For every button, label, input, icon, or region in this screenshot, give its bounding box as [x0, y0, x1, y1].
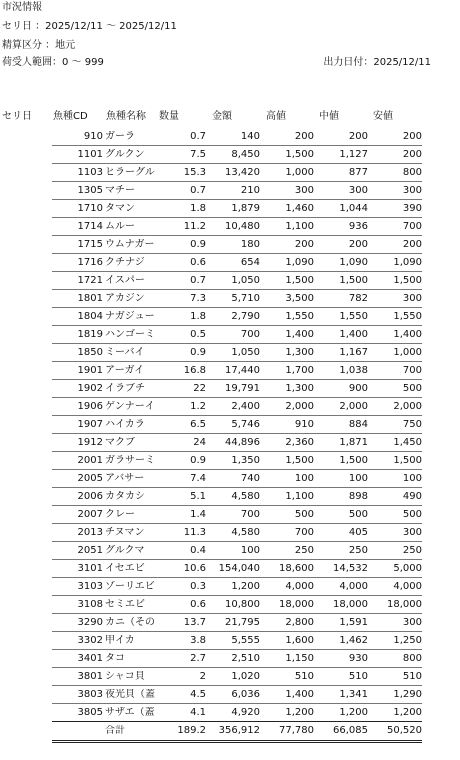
low-price-cell: 300	[402, 527, 422, 538]
mid-price-cell: 1,591	[339, 617, 368, 628]
fish-name-cell: カニ（その	[105, 617, 155, 628]
amount-cell: 1,020	[231, 671, 260, 682]
table-row	[0, 560, 460, 578]
fish-name-cell: マチー	[105, 185, 135, 196]
qty-cell: 0.9	[190, 347, 206, 358]
high-price-cell: 1,000	[285, 167, 314, 178]
table-row	[0, 596, 460, 614]
low-price-cell: 750	[402, 419, 422, 430]
table-row	[0, 470, 460, 488]
qty-cell: 4.1	[190, 707, 206, 718]
low-price-cell: 200	[402, 239, 422, 250]
low-price-cell: 1,500	[393, 455, 422, 466]
mid-price-cell: 18,000	[333, 599, 368, 610]
qty-cell: 0.6	[190, 257, 206, 268]
fish-name-cell: 甲イカ	[105, 635, 135, 646]
total-label: 合計	[105, 725, 125, 736]
high-price-cell: 1,150	[285, 653, 314, 664]
fish-cd-cell: 3103	[77, 581, 103, 592]
high-price-cell: 2,360	[285, 437, 314, 448]
table-row	[0, 632, 460, 650]
qty-cell: 1.4	[190, 509, 206, 520]
low-price-cell: 1,400	[393, 329, 422, 340]
mid-price-cell: 250	[348, 545, 368, 556]
fish-name-cell: ガラサーミ	[105, 455, 155, 466]
table-row	[0, 128, 460, 146]
amount-cell: 180	[240, 239, 260, 250]
low-price-cell: 4,000	[393, 581, 422, 592]
amount-cell: 4,580	[231, 527, 260, 538]
high-price-cell: 1,460	[285, 203, 314, 214]
fish-name-cell: セミエビ	[105, 599, 145, 610]
fish-name-cell: グルクン	[105, 149, 145, 160]
high-price-cell: 1,400	[285, 329, 314, 340]
table-row	[0, 326, 460, 344]
mid-price-cell: 1,038	[339, 365, 368, 376]
high-price-cell: 1,500	[285, 149, 314, 160]
market-table	[0, 128, 460, 740]
fish-cd-cell: 2013	[77, 527, 103, 538]
table-row	[0, 308, 460, 326]
amount-cell: 10,480	[225, 221, 260, 232]
fish-name-cell: ミーバイ	[105, 347, 145, 358]
low-price-cell: 390	[402, 203, 422, 214]
amount-cell: 140	[240, 131, 260, 142]
high-price-cell: 1,090	[285, 257, 314, 268]
amount-cell: 1,050	[231, 275, 260, 286]
table-row	[0, 416, 460, 434]
table-row	[0, 218, 460, 236]
mid-price-cell: 936	[348, 221, 368, 232]
fish-cd-cell: 910	[83, 131, 103, 142]
header-high: 高値	[266, 111, 286, 122]
mid-price-cell: 1,167	[339, 347, 368, 358]
mid-price-cell: 1,200	[339, 707, 368, 718]
low-price-cell: 1,550	[393, 311, 422, 322]
consignee-range: 荷受人範囲：0 ～ 999	[2, 57, 104, 68]
amount-cell: 13,420	[225, 167, 260, 178]
fish-name-cell: ムルー	[105, 221, 135, 232]
high-price-cell: 1,400	[285, 689, 314, 700]
fish-cd-cell: 1902	[77, 383, 103, 394]
high-price-cell: 1,100	[285, 221, 314, 232]
fish-cd-cell: 1912	[77, 437, 103, 448]
mid-price-cell: 4,000	[339, 581, 368, 592]
table-row	[0, 524, 460, 542]
high-price-cell: 1,500	[285, 275, 314, 286]
low-price-cell: 250	[402, 545, 422, 556]
mid-price-cell: 1,462	[339, 635, 368, 646]
header-low: 安値	[373, 111, 393, 122]
low-price-cell: 300	[402, 293, 422, 304]
fish-cd-cell: 1715	[77, 239, 103, 250]
header-fish-name: 魚種名称	[106, 111, 146, 122]
low-price-cell: 300	[402, 185, 422, 196]
fish-name-cell: タマン	[105, 203, 135, 214]
fish-cd-cell: 3290	[77, 617, 103, 628]
mid-price-cell: 14,532	[333, 563, 368, 574]
low-price-cell: 100	[402, 473, 422, 484]
header-mid: 中値	[319, 111, 339, 122]
table-row	[0, 452, 460, 470]
high-price-cell: 1,700	[285, 365, 314, 376]
table-row	[0, 362, 460, 380]
mid-price-cell: 1,044	[339, 203, 368, 214]
settlement-category: 精算区分 ：地元	[2, 40, 76, 51]
high-price-cell: 250	[294, 545, 314, 556]
mid-price-cell: 1,871	[339, 437, 368, 448]
amount-cell: 8,450	[231, 149, 260, 160]
fish-cd-cell: 2001	[77, 455, 103, 466]
high-price-cell: 500	[294, 509, 314, 520]
mid-price-cell: 1,341	[339, 689, 368, 700]
fish-name-cell: ハイカラ	[105, 419, 145, 430]
qty-cell: 24	[193, 437, 206, 448]
table-row	[0, 200, 460, 218]
table-row	[0, 164, 460, 182]
fish-name-cell: アバサー	[105, 473, 145, 484]
total-qty: 189.2	[177, 725, 206, 736]
mid-price-cell: 1,090	[339, 257, 368, 268]
low-price-cell: 1,450	[393, 437, 422, 448]
table-row	[0, 542, 460, 560]
table-row	[0, 146, 460, 164]
low-price-cell: 200	[402, 131, 422, 142]
mid-price-cell: 930	[348, 653, 368, 664]
high-price-cell: 1,100	[285, 491, 314, 502]
total-amount: 356,912	[218, 725, 260, 736]
qty-cell: 6.5	[190, 419, 206, 430]
high-price-cell: 2,000	[285, 401, 314, 412]
amount-cell: 2,400	[231, 401, 260, 412]
high-price-cell: 910	[294, 419, 314, 430]
low-price-cell: 700	[402, 365, 422, 376]
fish-cd-cell: 1801	[77, 293, 103, 304]
amount-cell: 1,879	[231, 203, 260, 214]
qty-cell: 2	[199, 671, 206, 682]
qty-cell: 15.3	[183, 167, 206, 178]
high-price-cell: 510	[294, 671, 314, 682]
header-qty: 数量	[159, 111, 179, 122]
high-price-cell: 1,550	[285, 311, 314, 322]
fish-cd-cell: 1901	[77, 365, 103, 376]
amount-cell: 44,896	[225, 437, 260, 448]
high-price-cell: 1,600	[285, 635, 314, 646]
low-price-cell: 490	[402, 491, 422, 502]
table-row	[0, 380, 460, 398]
mid-price-cell: 877	[348, 167, 368, 178]
mid-price-cell: 1,400	[339, 329, 368, 340]
fish-name-cell: ウムナガー	[105, 239, 155, 250]
amount-cell: 700	[240, 329, 260, 340]
low-price-cell: 1,200	[393, 707, 422, 718]
low-price-cell: 1,500	[393, 275, 422, 286]
fish-name-cell: クチナジ	[105, 257, 145, 268]
table-row	[0, 506, 460, 524]
high-price-cell: 18,600	[279, 563, 314, 574]
fish-name-cell: グルクマ	[105, 545, 145, 556]
high-price-cell: 700	[294, 527, 314, 538]
high-price-cell: 300	[294, 185, 314, 196]
qty-cell: 0.3	[190, 581, 206, 592]
mid-price-cell: 1,500	[339, 455, 368, 466]
table-row	[0, 650, 460, 668]
header-amount: 金額	[212, 111, 232, 122]
amount-cell: 1,350	[231, 455, 260, 466]
fish-cd-cell: 3108	[77, 599, 103, 610]
high-price-cell: 4,000	[285, 581, 314, 592]
total-low: 50,520	[387, 725, 422, 736]
low-price-cell: 5,000	[393, 563, 422, 574]
mid-price-cell: 1,550	[339, 311, 368, 322]
mid-price-cell: 884	[348, 419, 368, 430]
header-seri-day: セリ日	[2, 111, 32, 122]
table-row	[0, 686, 460, 704]
qty-cell: 3.8	[190, 635, 206, 646]
high-price-cell: 200	[294, 239, 314, 250]
table-row	[0, 668, 460, 686]
qty-cell: 1.8	[190, 203, 206, 214]
amount-cell: 1,200	[231, 581, 260, 592]
qty-cell: 5.1	[190, 491, 206, 502]
amount-cell: 6,036	[231, 689, 260, 700]
fish-cd-cell: 1804	[77, 311, 103, 322]
amount-cell: 17,440	[225, 365, 260, 376]
fish-cd-cell: 2051	[77, 545, 103, 556]
high-price-cell: 1,500	[285, 455, 314, 466]
qty-cell: 0.5	[190, 329, 206, 340]
table-row	[0, 344, 460, 362]
qty-cell: 7.4	[190, 473, 206, 484]
high-price-cell: 3,500	[285, 293, 314, 304]
mid-price-cell: 300	[348, 185, 368, 196]
fish-cd-cell: 2007	[77, 509, 103, 520]
amount-cell: 2,790	[231, 311, 260, 322]
high-price-cell: 200	[294, 131, 314, 142]
fish-name-cell: ゾーリエビ	[105, 581, 155, 592]
qty-cell: 0.4	[190, 545, 206, 556]
amount-cell: 210	[240, 185, 260, 196]
fish-name-cell: サザエ（蓋	[105, 707, 155, 718]
qty-cell: 22	[193, 383, 206, 394]
fish-cd-cell: 1103	[77, 167, 103, 178]
table-row	[0, 398, 460, 416]
low-price-cell: 2,000	[393, 401, 422, 412]
high-price-cell: 18,000	[279, 599, 314, 610]
qty-cell: 13.7	[183, 617, 206, 628]
fish-cd-cell: 2005	[77, 473, 103, 484]
low-price-cell: 800	[402, 167, 422, 178]
fish-name-cell: シャコ貝	[105, 671, 145, 682]
fish-name-cell: ハンゴーミ	[105, 329, 155, 340]
qty-cell: 2.7	[190, 653, 206, 664]
fish-name-cell: ガーラ	[105, 131, 135, 142]
fish-cd-cell: 1850	[77, 347, 103, 358]
amount-cell: 100	[240, 545, 260, 556]
low-price-cell: 18,000	[387, 599, 422, 610]
amount-cell: 21,795	[225, 617, 260, 628]
amount-cell: 2,510	[231, 653, 260, 664]
fish-name-cell: アーガイ	[105, 365, 145, 376]
qty-cell: 7.3	[190, 293, 206, 304]
fish-cd-cell: 1101	[77, 149, 103, 160]
qty-cell: 0.6	[190, 599, 206, 610]
table-row	[0, 236, 460, 254]
amount-cell: 5,710	[231, 293, 260, 304]
mid-price-cell: 510	[348, 671, 368, 682]
amount-cell: 19,791	[225, 383, 260, 394]
low-price-cell: 1,000	[393, 347, 422, 358]
table-row	[0, 578, 460, 596]
mid-price-cell: 2,000	[339, 401, 368, 412]
mid-price-cell: 900	[348, 383, 368, 394]
amount-cell: 654	[240, 257, 260, 268]
qty-cell: 4.5	[190, 689, 206, 700]
mid-price-cell: 782	[348, 293, 368, 304]
amount-cell: 1,050	[231, 347, 260, 358]
low-price-cell: 200	[402, 149, 422, 160]
amount-cell: 700	[240, 509, 260, 520]
fish-name-cell: ナガジュー	[105, 311, 155, 322]
fish-cd-cell: 1906	[77, 401, 103, 412]
amount-cell: 740	[240, 473, 260, 484]
mid-price-cell: 200	[348, 131, 368, 142]
total-row	[0, 722, 460, 740]
mid-price-cell: 200	[348, 239, 368, 250]
mid-price-cell: 1,500	[339, 275, 368, 286]
high-price-cell: 1,300	[285, 347, 314, 358]
fish-name-cell: チヌマン	[105, 527, 145, 538]
table-row	[0, 434, 460, 452]
date-range: セリ日 ：2025/12/11 ～ 2025/12/11	[2, 21, 177, 32]
fish-name-cell: イセエビ	[105, 563, 145, 574]
total-mid: 66,085	[333, 725, 368, 736]
low-price-cell: 510	[402, 671, 422, 682]
mid-price-cell: 405	[348, 527, 368, 538]
fish-cd-cell: 1710	[77, 203, 103, 214]
fish-cd-cell: 1819	[77, 329, 103, 340]
qty-cell: 11.2	[183, 221, 206, 232]
fish-name-cell: クレー	[105, 509, 135, 520]
table-row	[0, 254, 460, 272]
amount-cell: 4,920	[231, 707, 260, 718]
fish-name-cell: ヒラーグル	[105, 167, 155, 178]
fish-name-cell: イラブチ	[105, 383, 145, 394]
qty-cell: 0.7	[190, 131, 206, 142]
fish-name-cell: ゲンナーイ	[105, 401, 155, 412]
amount-cell: 154,040	[218, 563, 260, 574]
fish-cd-cell: 3803	[77, 689, 103, 700]
qty-cell: 7.5	[190, 149, 206, 160]
fish-name-cell: カタカシ	[105, 491, 145, 502]
fish-name-cell: タコ	[105, 653, 125, 664]
qty-cell: 0.7	[190, 275, 206, 286]
table-row	[0, 488, 460, 506]
high-price-cell: 2,800	[285, 617, 314, 628]
fish-name-cell: アカジン	[105, 293, 145, 304]
low-price-cell: 800	[402, 653, 422, 664]
low-price-cell: 500	[402, 383, 422, 394]
qty-cell: 11.3	[183, 527, 206, 538]
low-price-cell: 500	[402, 509, 422, 520]
fish-cd-cell: 3101	[77, 563, 103, 574]
qty-cell: 1.2	[190, 401, 206, 412]
table-row	[0, 614, 460, 632]
amount-cell: 5,555	[231, 635, 260, 646]
fish-cd-cell: 1305	[77, 185, 103, 196]
high-price-cell: 1,300	[285, 383, 314, 394]
high-price-cell: 1,200	[285, 707, 314, 718]
fish-name-cell: 夜光貝（蓋	[105, 689, 155, 700]
qty-cell: 16.8	[183, 365, 206, 376]
amount-cell: 10,800	[225, 599, 260, 610]
fish-cd-cell: 1907	[77, 419, 103, 430]
low-price-cell: 1,090	[393, 257, 422, 268]
low-price-cell: 300	[402, 617, 422, 628]
mid-price-cell: 500	[348, 509, 368, 520]
low-price-cell: 1,250	[393, 635, 422, 646]
qty-cell: 0.9	[190, 239, 206, 250]
fish-cd-cell: 1714	[77, 221, 103, 232]
fish-cd-cell: 3801	[77, 671, 103, 682]
qty-cell: 1.8	[190, 311, 206, 322]
low-price-cell: 700	[402, 221, 422, 232]
high-price-cell: 100	[294, 473, 314, 484]
table-row	[0, 272, 460, 290]
fish-cd-cell: 3302	[77, 635, 103, 646]
qty-cell: 0.7	[190, 185, 206, 196]
table-row	[0, 290, 460, 308]
table-row	[0, 704, 460, 722]
fish-cd-cell: 3805	[77, 707, 103, 718]
amount-cell: 5,746	[231, 419, 260, 430]
low-price-cell: 1,290	[393, 689, 422, 700]
qty-cell: 0.9	[190, 455, 206, 466]
mid-price-cell: 1,127	[339, 149, 368, 160]
header-fish-cd: 魚種CD	[53, 111, 88, 122]
amount-cell: 4,580	[231, 491, 260, 502]
mid-price-cell: 100	[348, 473, 368, 484]
fish-cd-cell: 3401	[77, 653, 103, 664]
fish-name-cell: マクブ	[105, 437, 135, 448]
fish-cd-cell: 1721	[77, 275, 103, 286]
output-date: 出力日付：2025/12/11	[323, 57, 431, 68]
fish-cd-cell: 2006	[77, 491, 103, 502]
fish-name-cell: イスパー	[105, 275, 145, 286]
mid-price-cell: 898	[348, 491, 368, 502]
fish-cd-cell: 1716	[77, 257, 103, 268]
report-title: 市況情報	[2, 2, 42, 13]
total-high: 77,780	[279, 725, 314, 736]
table-row	[0, 182, 460, 200]
qty-cell: 10.6	[183, 563, 206, 574]
